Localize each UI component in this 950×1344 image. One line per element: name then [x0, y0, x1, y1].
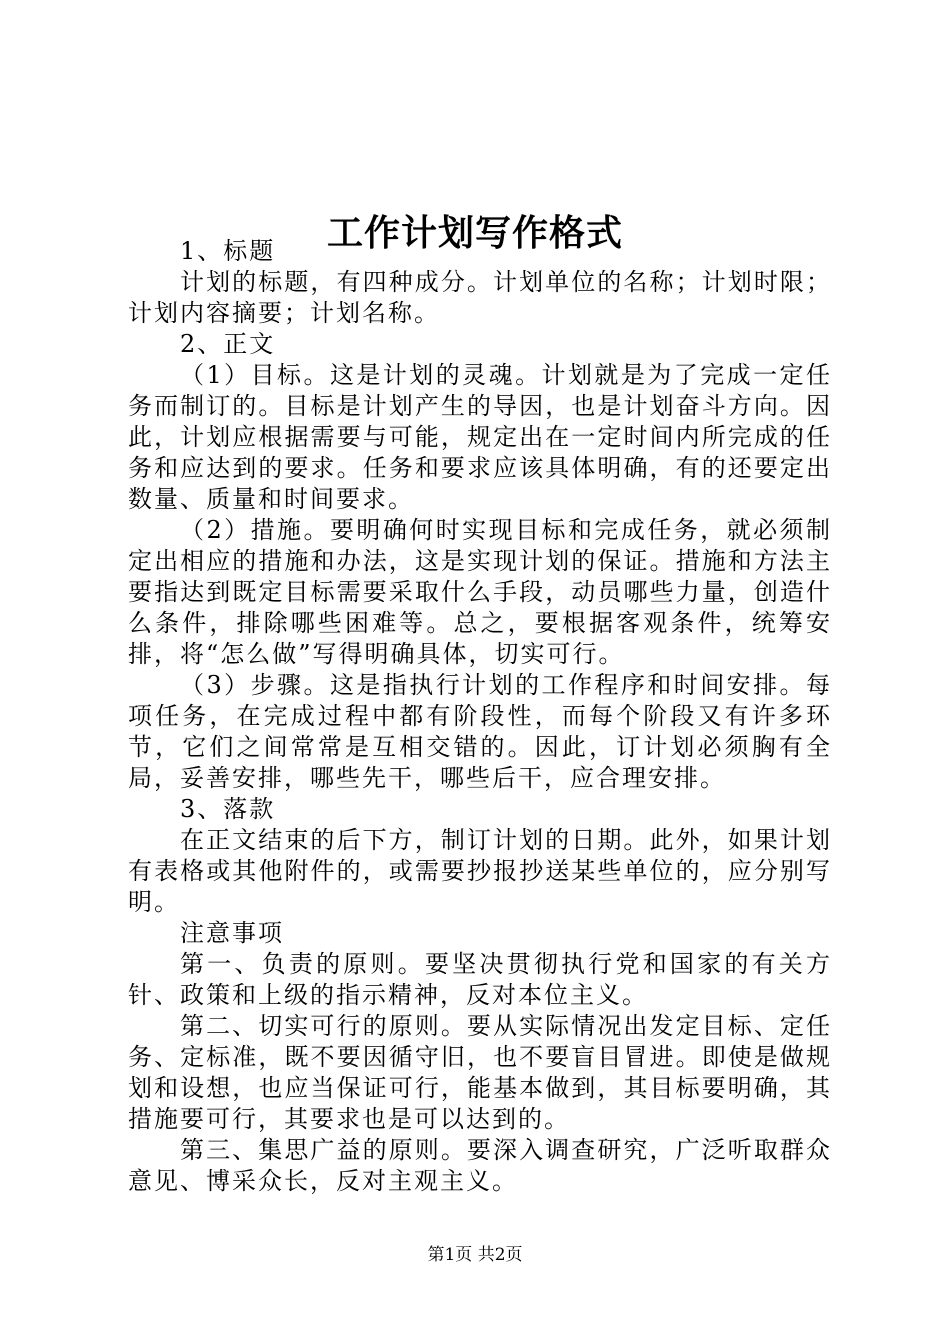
paragraph-measures: （2）措施。要明确何时实现目标和完成任务，就必须制定出相应的措施和办法，这是实现计划的保证。措施和方法主要指达到既定目标需要采取什么手段，动员哪些力量，创造什么条件，排除哪些困难等。总之，要根据客观条件，统筹安排，将“怎么做”写得明确具体，切实可行。: [128, 516, 832, 668]
paragraph-goal: （1）目标。这是计划的灵魂。计划就是为了完成一定任务而制订的。目标是计划产生的导因，也是计划奋斗方向。因此，计划应根据需要与可能，规定出在一定时间内所完成的任务和应达到的要求。任务和要求应该具体明确，有的还要定出数量、质量和时间要求。: [128, 361, 832, 513]
heading-body-section: 2、正文: [180, 330, 276, 358]
paragraph-principle-3: 第三、集思广益的原则。要深入调查研究，广泛听取群众意见、博采众长，反对主观主义。: [128, 1136, 832, 1195]
paragraph-principle-1: 第一、负责的原则。要坚决贯彻执行党和国家的有关方针、政策和上级的指示精神，反对本位主义。: [128, 950, 832, 1009]
heading-notes: 注意事项: [180, 919, 284, 947]
paragraph-signature: 在正文结束的后下方，制订计划的日期。此外，如果计划有表格或其他附件的，或需要抄报抄送某些单位的，应分别写明。: [128, 826, 832, 916]
document-title: 工作计划写作格式: [326, 212, 623, 255]
paragraph-steps: （3）步骤。这是指执行计划的工作程序和时间安排。每项任务，在完成过程中都有阶段性，而每个阶段又有许多环节，它们之间常常是互相交错的。因此，订计划必须胸有全局，妥善安排，哪些先干，哪些后干，应合理安排。: [128, 671, 832, 792]
heading-title-section: 1、标题: [180, 237, 276, 265]
page-indicator: 第1页 共2页: [427, 1245, 523, 1265]
document-body: [128, 236, 832, 1197]
paragraph-principle-2: 第二、切实可行的原则。要从实际情况出发定目标、定任务、定标准，既不要因循守旧，也不要盲目冒进。即使是做规划和设想，也应当保证可行，能基本做到，其目标要明确，其措施要可行，其要求也是可以达到的。: [128, 1012, 832, 1133]
paragraph-title-content: 计划的标题，有四种成分。计划单位的名称；计划时限；计划内容摘要；计划名称。: [128, 268, 832, 327]
heading-signature-section: 3、落款: [180, 795, 276, 823]
